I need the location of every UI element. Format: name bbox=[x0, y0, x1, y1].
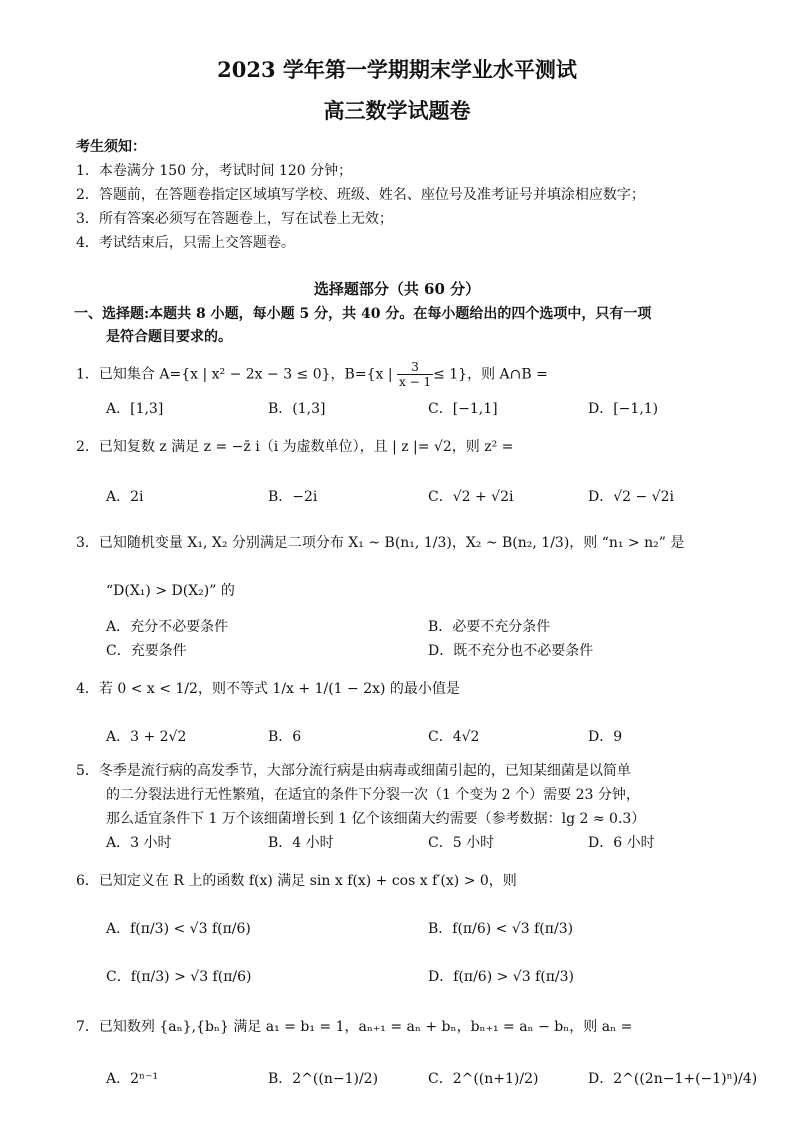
question-7 bbox=[76, 1016, 632, 1036]
question-text: 已知随机变量 X₁, X₂ 分别满足二项分布 X₁ ~ B(n₁, 1/3)，X₂ ~ B(n₂, 1/3)，则 “n₁ > n₂” 是 bbox=[98, 535, 685, 551]
option-b: B．6 bbox=[268, 729, 302, 745]
section-title: 选择题部分（共 60 分） bbox=[313, 280, 481, 298]
question-number: 3． bbox=[76, 535, 99, 551]
question-number: 5． bbox=[76, 763, 99, 779]
question-3-cont: “D(X₁) > D(X₂)” 的 bbox=[106, 583, 235, 599]
option-b: B．(1,3] bbox=[268, 401, 326, 417]
option-d: D．9 bbox=[588, 729, 623, 745]
question-number: 7． bbox=[76, 1019, 99, 1035]
question-5-line: 的二分裂法进行无性繁殖，在适宜的条件下分裂一次（1 个变为 2 个）需要 23 分钟， bbox=[106, 787, 640, 803]
question-text: 已知复数 z 满足 z = −z̄ i（i 为虚数单位），且 | z |= √2，则 z² = bbox=[98, 439, 514, 455]
option-c: C．5 小时 bbox=[428, 835, 495, 851]
option-d: D．既不充分也不必要条件 bbox=[428, 643, 594, 659]
notice-item: 3．所有答案必须写在答题卷上，写在试卷上无效； bbox=[76, 211, 393, 227]
option-a: A．3 小时 bbox=[106, 835, 172, 851]
question-text: 冬季是流行病的高发季节，大部分流行病是由病毒或细菌引起的，已知某细菌是以简单 bbox=[98, 763, 631, 779]
option-a: A．[1,3] bbox=[106, 401, 164, 417]
option-a: A．2i bbox=[106, 489, 144, 505]
option-d: D．6 小时 bbox=[588, 835, 655, 851]
notice-heading: 考生须知： bbox=[76, 139, 146, 155]
option-b: B．2^((n−1)/2) bbox=[268, 1071, 379, 1087]
option-c: C．4√2 bbox=[428, 729, 480, 745]
option-c: C．[−1,1] bbox=[428, 401, 498, 417]
option-c: C．充要条件 bbox=[106, 643, 187, 659]
exam-title: 2023 学年第一学期期末学业水平测试 bbox=[217, 57, 577, 82]
notice-item: 4．考试结束后，只需上交答题卷。 bbox=[76, 235, 295, 251]
question-4 bbox=[76, 678, 460, 698]
fraction: $\frac{3}{x - 1}$ bbox=[399, 360, 432, 389]
question-number: 1． bbox=[76, 366, 99, 383]
option-b: B．必要不充分条件 bbox=[428, 619, 551, 635]
option-b: B．−2i bbox=[268, 489, 318, 505]
option-a: A．2ⁿ⁻¹ bbox=[106, 1071, 159, 1087]
question-6 bbox=[76, 870, 517, 890]
question-text: 若 0 < x < 1/2，则不等式 1/x + 1/(1 − 2x) 的最小值是 bbox=[98, 681, 460, 697]
option-c: C．√2 + √2i bbox=[428, 489, 514, 505]
question-text: 已知定义在 R 上的函数 f(x) 满足 sin x f(x) + cos x f′(x) > 0，则 bbox=[98, 873, 517, 889]
option-c: C．f(π/3) > √3 f(π/6) bbox=[106, 969, 252, 985]
question-number: 4． bbox=[76, 681, 99, 697]
option-d: D．f(π/6) > √3 f(π/3) bbox=[428, 969, 574, 985]
question-5 bbox=[76, 760, 631, 780]
notice-item: 1．本卷满分 150 分，考试时间 120 分钟； bbox=[76, 163, 353, 179]
exam-subtitle: 高三数学试题卷 bbox=[323, 98, 471, 123]
option-b: B．f(π/6) < √3 f(π/3) bbox=[428, 921, 574, 937]
option-d: D．√2 − √2i bbox=[588, 489, 674, 505]
option-d: D．2^((2n−1+(−1)ⁿ)/4) bbox=[588, 1071, 758, 1087]
question-text: 已知集合 A={x | x² − 2x − 3 ≤ 0}，B={x | bbox=[98, 366, 393, 383]
option-a: A．f(π/3) < √3 f(π/6) bbox=[106, 921, 251, 937]
part-instructions-cont: 是符合题目要求的。 bbox=[106, 329, 232, 345]
question-text-tail: ≤ 1}，则 A∩B = bbox=[433, 366, 548, 383]
question-1 bbox=[76, 360, 548, 389]
option-c: C．2^((n+1)/2) bbox=[428, 1071, 539, 1087]
question-text: 已知数列 {aₙ},{bₙ} 满足 a₁ = b₁ = 1，aₙ₊₁ = aₙ + bₙ，bₙ₊₁ = aₙ − bₙ，则 aₙ = bbox=[98, 1019, 633, 1035]
part-instructions: 一、选择题:本题共 8 小题，每小题 5 分，共 40 分。在每小题给出的四个选项中，只有一项 bbox=[74, 306, 652, 322]
question-2 bbox=[76, 436, 513, 456]
question-5-line: 那么适宜条件下 1 万个该细菌增长到 1 亿个该细菌大约需要（参考数据：lg 2 ≈ 0.3） bbox=[106, 811, 646, 827]
option-d: D．[−1,1) bbox=[588, 401, 659, 417]
question-3 bbox=[76, 532, 684, 552]
option-a: A．充分不必要条件 bbox=[106, 619, 229, 635]
question-number: 6． bbox=[76, 873, 99, 889]
option-b: B．4 小时 bbox=[268, 835, 334, 851]
option-a: A．3 + 2√2 bbox=[106, 729, 187, 745]
question-number: 2． bbox=[76, 439, 99, 455]
notice-item: 2．答题前，在答题卷指定区域填写学校、班级、姓名、座位号及准考证号并填涂相应数字； bbox=[76, 187, 645, 203]
